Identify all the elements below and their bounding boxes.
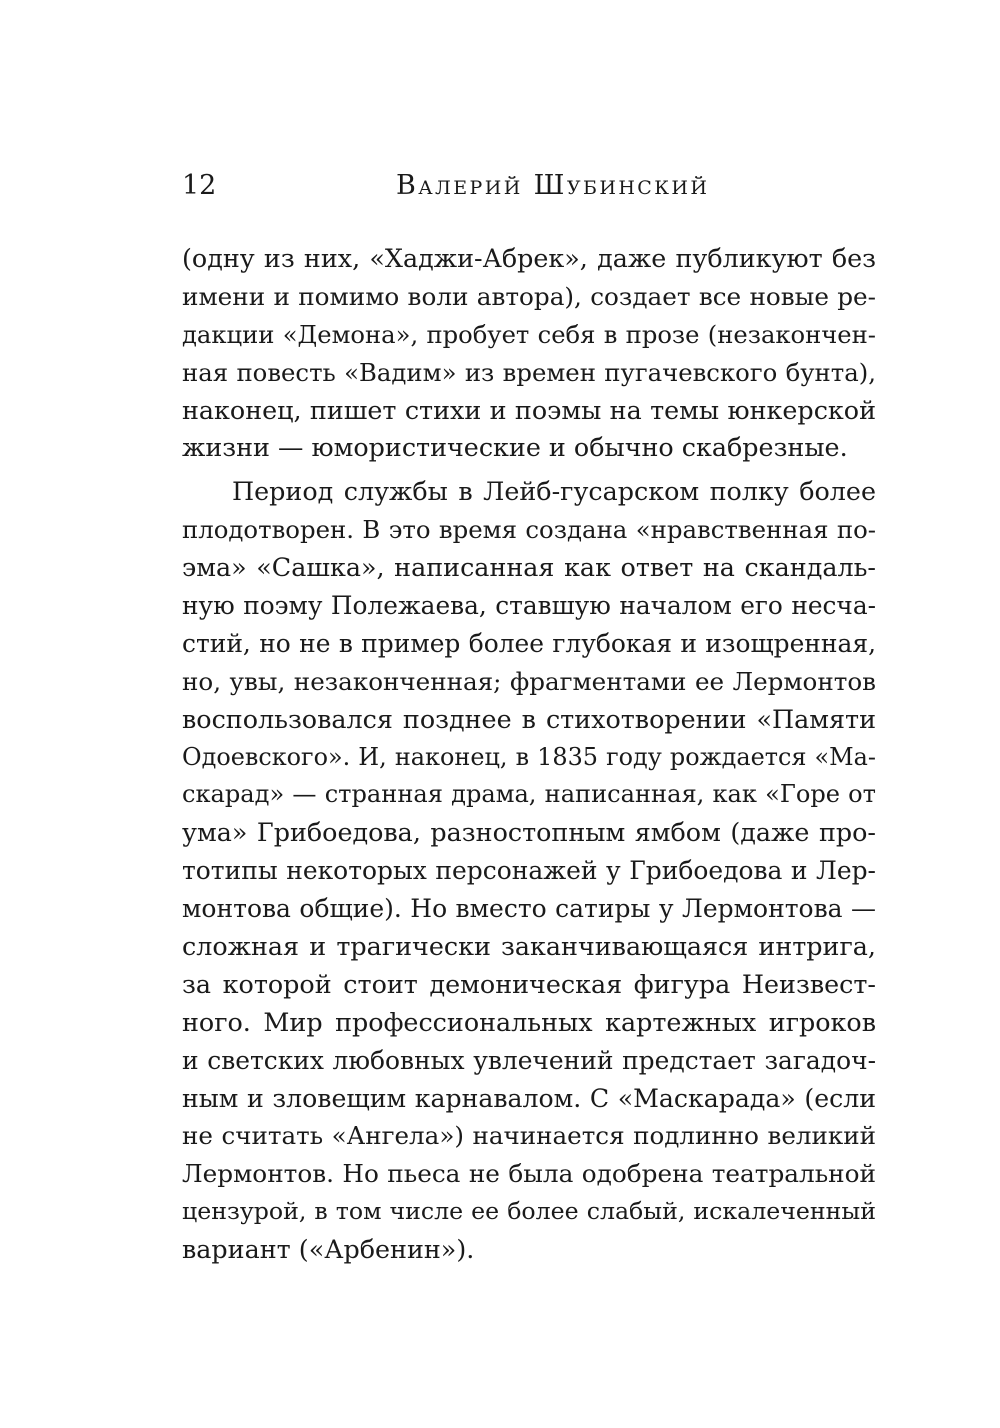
text-line: (одну из них, «Хаджи-Абрек», даже публикуют без [182,243,876,273]
text-line: и светских любовных увлечений предстает загадоч- [182,1045,876,1075]
text-line: имени и помимо воли автора), создает все новые ре- [182,281,876,311]
text-line: воспользовался позднее в стихотворении «Памяти [182,703,876,734]
page-number: 12 [182,170,217,201]
text-line: ным и зловещим карнавалом. С «Маскарада» (если [182,1083,876,1113]
running-title: Валерий Шубинский [396,170,710,201]
text-line: скарад» — странная драма, написанная, как «Горе от [182,780,876,809]
paragraph-2 [182,473,876,1269]
text-line: Одоевского». И, наконец, в 1835 году рождается «Ма- [182,742,876,771]
text-line: вариант («Арбенин»). [182,1234,475,1265]
text-line: дакции «Демона», пробует себя в прозе (незакончен- [182,319,876,349]
text-line: ного. Мир профессиональных картежных игроков [182,1006,876,1037]
text-line: жизни — юмористические и обычно скабрезные. [182,432,848,463]
text-line: стий, но не в пример более глубокая и изощренная, [182,628,876,658]
text-line: наконец, пишет стихи и поэмы на темы юнкерской [182,394,876,425]
body-text [182,240,876,1269]
paragraph-1 [182,240,876,467]
text-line: цензурой, в том числе ее более слабый, искалеченный [182,1197,876,1226]
text-line: эма» «Сашка», написанная как ответ на скандаль- [182,552,876,583]
text-line: плодотворен. В это время создана «нравственная по- [182,515,876,545]
text-line: не считать «Ангела») начинается подлинно великий [182,1121,876,1151]
text-line: Лермонтов. Но пьеса не была одобрена театральной [182,1159,876,1189]
text-line: Период службы в Лейб-гусарском полку более [232,476,876,507]
text-line: тотипы некоторых персонажей у Грибоедова и Лер- [182,856,876,886]
text-line: сложная и трагически заканчивающаяся интрига, [182,931,876,962]
text-line: ную поэму Полежаева, ставшую началом его несча- [182,591,876,621]
text-line: ная повесть «Вадим» из времен пугачевского бунта), [182,357,876,387]
text-line: ума» Грибоедова, разностопным ямбом (даже про- [182,817,876,848]
text-line: за которой стоит демоническая фигура Неизвест- [182,968,876,999]
text-line: но, увы, незаконченная; фрагментами ее Лермонтов [182,666,876,696]
text-line: монтова общие). Но вместо сатиры у Лермонтова — [182,894,876,924]
running-header [182,166,876,206]
